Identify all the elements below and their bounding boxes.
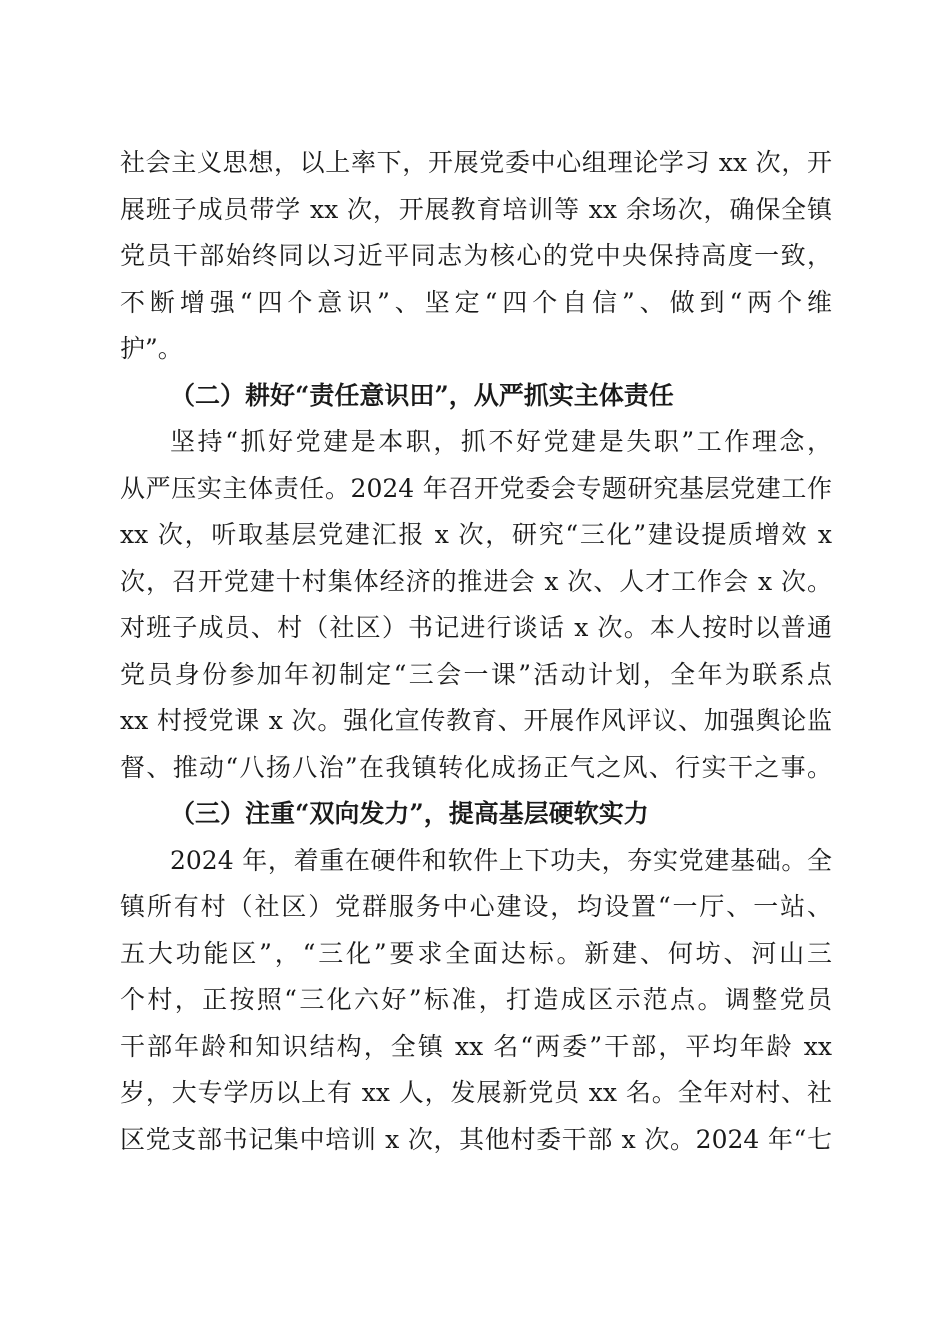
body-text-line: 督、推动“八扬八治”在我镇转化成扬正气之风、行实干之事。 bbox=[120, 752, 832, 782]
body-text-line: 个村，正按照“三化六好”标准，打造成区示范点。调整党员 bbox=[120, 985, 832, 1014]
body-text-line: 干部年龄和知识结构，全镇 xx 名“两委”干部，平均年龄 xx bbox=[120, 1031, 832, 1061]
body-text-line: 对班子成员、村（社区）书记进行谈话 x 次。本人按时以普通 bbox=[120, 613, 832, 642]
document-page bbox=[120, 140, 832, 1163]
body-text-line: xx 次，听取基层党建汇报 x 次，研究“三化”建设提质增效 x bbox=[120, 520, 832, 549]
paragraph-first-line: 2024 年，着重在硬件和软件上下功夫，夯实党建基础。全 bbox=[170, 845, 832, 875]
body-text-line: 党员身份参加年初制定“三会一课”活动计划，全年为联系点 bbox=[120, 659, 832, 689]
body-text-line: 从严压实主体责任。2024 年召开党委会专题研究基层党建工作 bbox=[120, 473, 832, 503]
body-text-line: 护”。 bbox=[120, 334, 183, 363]
body-text-line: 展班子成员带学 xx 次，开展教育培训等 xx 余场次，确保全镇 bbox=[120, 194, 832, 224]
body-text-line: 岁，大专学历以上有 xx 人，发展新党员 xx 名。全年对村、社 bbox=[120, 1078, 832, 1107]
body-text-line: 次，召开党建十村集体经济的推进会 x 次、人才工作会 x 次。 bbox=[120, 566, 832, 596]
body-text-line: 镇所有村（社区）党群服务中心建设，均设置“一厅、一站、 bbox=[120, 892, 832, 921]
paragraph-first-line: 坚持“抓好党建是本职，抓不好党建是失职”工作理念， bbox=[170, 427, 832, 456]
body-text-line: 社会主义思想，以上率下，开展党委中心组理论学习 xx 次，开 bbox=[120, 148, 832, 177]
body-text-line: 区党支部书记集中培训 x 次，其他村委干部 x 次。2024 年“七 bbox=[120, 1124, 832, 1154]
body-text-line: xx 村授党课 x 次。强化宣传教育、开展作风评议、加强舆论监 bbox=[120, 706, 832, 735]
body-text-line: 五大功能区”，“三化”要求全面达标。新建、何坊、河山三 bbox=[120, 938, 832, 968]
section-heading-3: （三）注重“双向发力”，提高基层硬软实力 bbox=[170, 799, 649, 828]
section-heading-2: （二）耕好“责任意识田”，从严抓实主体责任 bbox=[170, 380, 674, 410]
body-text-line: 不断增强“四个意识”、坚定“四个自信”、做到“两个维 bbox=[120, 287, 832, 317]
body-text-line: 党员干部始终同以习近平同志为核心的党中央保持高度一致， bbox=[120, 241, 832, 270]
